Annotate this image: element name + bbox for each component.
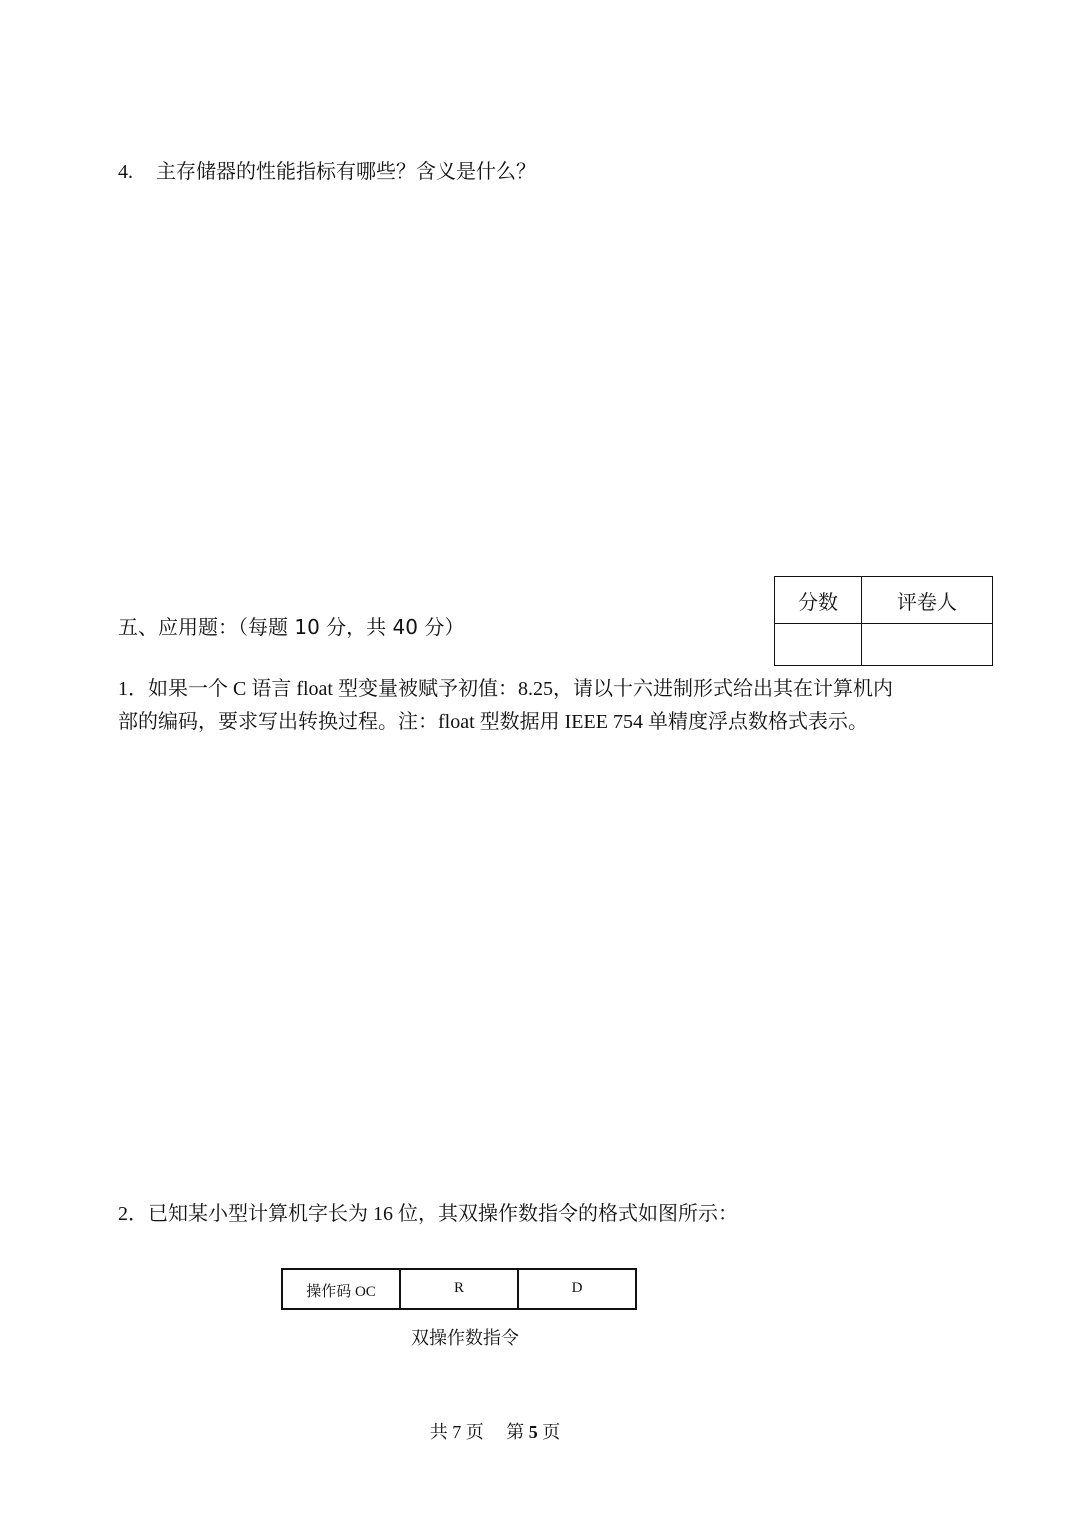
score-cell: [775, 624, 862, 666]
question-1-line-2: 部的编码，要求写出转换过程。注：float 型数据用 IEEE 754 单精度浮点数格式表示。: [118, 711, 868, 733]
opcode-field: 操作码 OC: [282, 1269, 400, 1309]
footer-total-suffix: 页 第: [461, 1422, 529, 1442]
section-5-title: 五、应用题：（每题 10 分，共 40 分）: [118, 615, 465, 639]
grader-header: 评卷人: [862, 577, 993, 624]
question-4-text: 主存储器的性能指标有哪些？含义是什么？: [156, 161, 536, 183]
d-field: D: [518, 1269, 636, 1309]
footer-current-suffix: 页: [537, 1422, 561, 1442]
footer-current-page: 5: [528, 1422, 538, 1442]
instruction-format-diagram: [281, 1268, 637, 1310]
question-4-number: 4.: [118, 161, 133, 183]
grader-cell: [862, 624, 993, 666]
question-1-line-1: 1．如果一个 C 语言 float 型变量被赋予初值：8.25，请以十六进制形式给出其在计算机内: [118, 678, 893, 700]
footer-total-pages: 7: [452, 1422, 462, 1442]
score-box: [774, 576, 993, 666]
score-header: 分数: [775, 577, 862, 624]
question-2: 2．已知某小型计算机字长为 16 位，其双操作数指令的格式如图所示：: [118, 1203, 738, 1225]
question-1: [118, 673, 978, 739]
question-4: [118, 158, 536, 186]
footer-total-prefix: 共: [429, 1422, 453, 1442]
r-field: R: [400, 1269, 518, 1309]
page-footer: [0, 1420, 990, 1444]
diagram-caption: 双操作数指令: [411, 1328, 519, 1348]
